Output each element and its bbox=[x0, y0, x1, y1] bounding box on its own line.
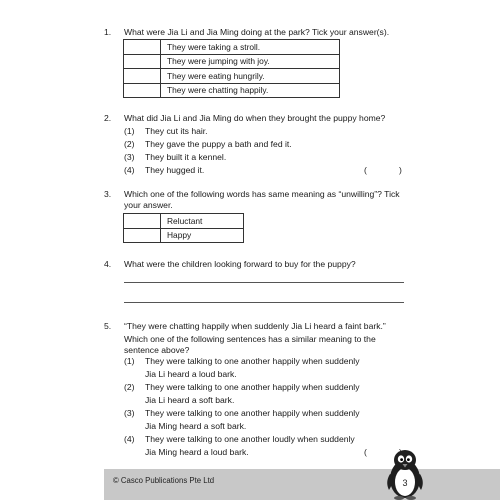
option-label: Reluctant bbox=[161, 214, 244, 229]
option-text: They hugged it. bbox=[145, 165, 205, 175]
tick-box[interactable] bbox=[124, 69, 161, 84]
option-label: They were chatting happily. bbox=[161, 83, 340, 98]
tick-box[interactable] bbox=[124, 228, 161, 243]
option-text: They were talking to one another happily when suddenly bbox=[145, 382, 360, 392]
answer-table-q3 bbox=[123, 213, 244, 243]
tick-box[interactable] bbox=[124, 214, 161, 229]
page-footer bbox=[104, 469, 500, 500]
table-row bbox=[124, 40, 340, 55]
answer-bracket[interactable] bbox=[364, 447, 367, 458]
option-label: Happy bbox=[161, 228, 244, 243]
table-row bbox=[124, 69, 340, 84]
tick-box[interactable] bbox=[124, 40, 161, 55]
bracket-open: ( bbox=[364, 165, 367, 175]
question-text: Which one of the following sentences has a similar meaning to the sentence above? bbox=[124, 334, 376, 355]
option-number: (2) bbox=[124, 139, 135, 149]
option-text: Jia Li heard a soft bark. bbox=[145, 395, 235, 405]
option-number: (3) bbox=[124, 152, 135, 162]
option-text: They gave the puppy a bath and fed it. bbox=[145, 139, 292, 149]
tick-box[interactable] bbox=[124, 83, 161, 98]
question-number: 3. bbox=[104, 189, 112, 199]
answer-bracket[interactable] bbox=[364, 165, 402, 176]
option-text: Jia Ming heard a loud bark. bbox=[145, 447, 249, 457]
option-text: They cut its hair. bbox=[145, 126, 208, 136]
option-label: They were taking a stroll. bbox=[161, 40, 340, 55]
option-label: They were eating hungrily. bbox=[161, 69, 340, 84]
option-number: (4) bbox=[124, 434, 135, 444]
option-number: (1) bbox=[124, 126, 135, 136]
table-row bbox=[124, 228, 244, 243]
question-text: What did Jia Li and Jia Ming do when they brought the puppy home? bbox=[124, 113, 386, 123]
option-number: (4) bbox=[124, 165, 135, 175]
option-text: They were talking to one another happily when suddenly bbox=[145, 408, 360, 418]
penguin-icon bbox=[384, 446, 426, 500]
table-row bbox=[124, 214, 244, 229]
question-text: What were Jia Li and Jia Ming doing at the park? Tick your answer(s). bbox=[124, 27, 390, 37]
option-label: They were jumping with joy. bbox=[161, 54, 340, 69]
question-number: 4. bbox=[104, 259, 112, 269]
table-row bbox=[124, 54, 340, 69]
table-row bbox=[124, 83, 340, 98]
bracket-close: ) bbox=[399, 165, 402, 175]
question-number: 1. bbox=[104, 27, 112, 37]
copyright-text: © Casco Publications Pte Ltd bbox=[113, 476, 215, 485]
option-number: (1) bbox=[124, 356, 135, 366]
option-number: (3) bbox=[124, 408, 135, 418]
option-text: They were talking to one another happily when suddenly bbox=[145, 356, 360, 366]
option-text: Jia Li heard a loud bark. bbox=[145, 369, 237, 379]
question-text: What were the children looking forward to buy for the puppy? bbox=[124, 259, 356, 269]
option-text: They built it a kennel. bbox=[145, 152, 227, 162]
option-number: (2) bbox=[124, 382, 135, 392]
question-quote: “They were chatting happily when suddenly Jia Li heard a faint bark.” bbox=[124, 321, 386, 331]
tick-box[interactable] bbox=[124, 54, 161, 69]
page-number: 3 bbox=[402, 478, 408, 488]
question-number: 2. bbox=[104, 113, 112, 123]
question-number: 5. bbox=[104, 321, 112, 331]
bracket-open: ( bbox=[364, 447, 367, 457]
answer-line[interactable] bbox=[124, 282, 404, 283]
option-text: Jia Ming heard a soft bark. bbox=[145, 421, 247, 431]
answer-table-q1 bbox=[123, 39, 340, 98]
option-text: They were talking to one another loudly when suddenly bbox=[145, 434, 355, 444]
question-text: Which one of the following words has same meaning as “unwilling”? Tick your answer. bbox=[124, 189, 400, 210]
answer-line[interactable] bbox=[124, 302, 404, 303]
